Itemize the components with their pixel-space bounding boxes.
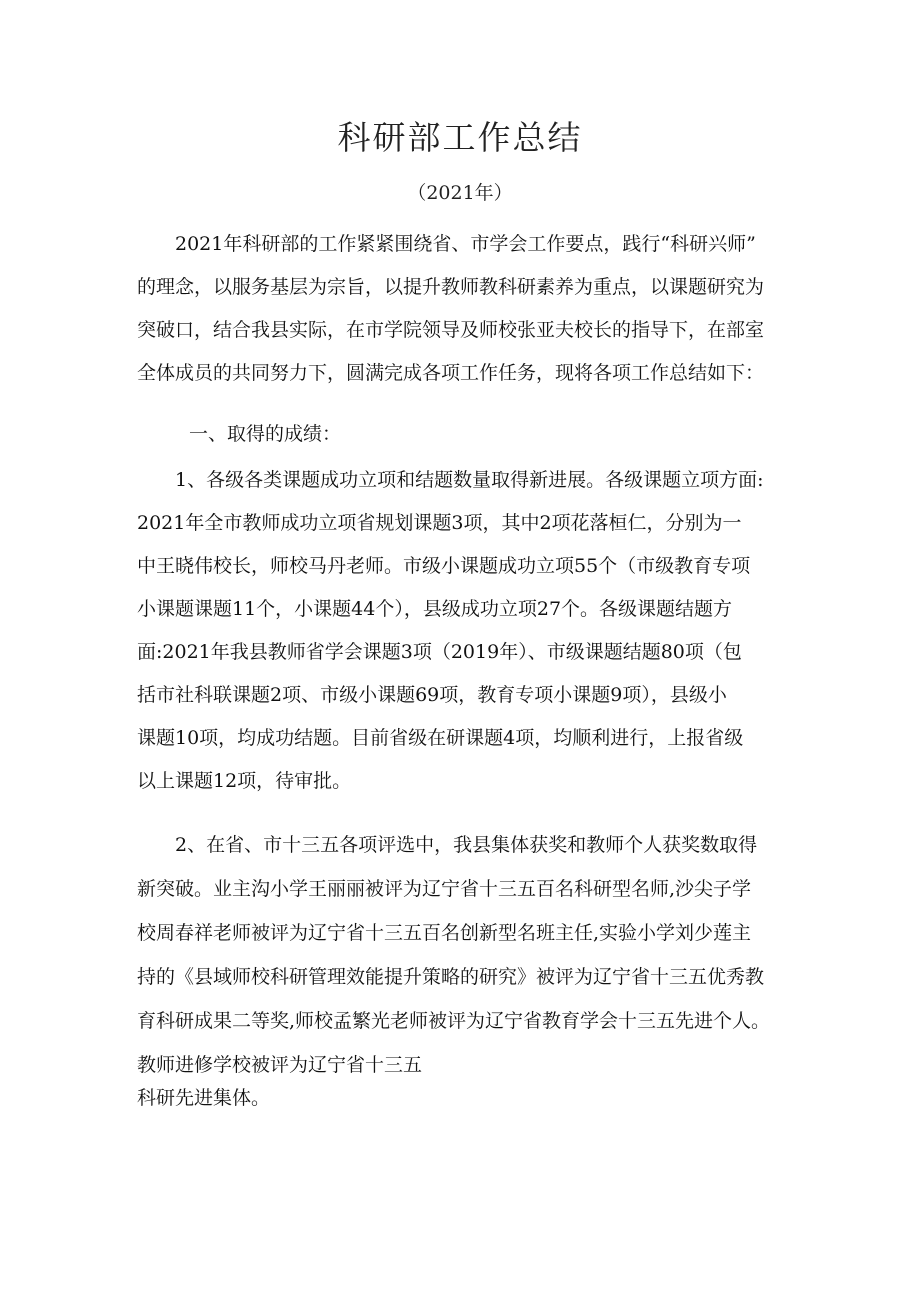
document-year: （2021年） bbox=[407, 182, 513, 204]
body-line: 持的《县域师校科研管理效能提升策略的研究》被评为辽宁省十三五优秀教 bbox=[137, 966, 765, 988]
body-line: 新突破。业主沟小学王丽丽被评为辽宁省十三五百名科研型名师,沙尖子学 bbox=[137, 878, 752, 900]
body-line: 的理念，以服务基层为宗旨，以提升教师教科研素养为重点，以课题研究为 bbox=[137, 276, 765, 298]
section-heading: 一、取得的成绩： bbox=[189, 423, 342, 445]
body-line: 2、在省、市十三五各项评选中，我县集体获奖和教师个人获奖数取得 bbox=[175, 834, 758, 856]
body-line: 2021年科研部的工作紧紧围绕省、市学会工作要点，践行“科研兴师” bbox=[175, 233, 756, 255]
body-line: 小课题课题11个，小课题44个），县级成功立项27个。各级课题结题方 bbox=[137, 598, 733, 620]
body-line: 育科研成果二等奖,师校孟繁光老师被评为辽宁省教育学会十三五先进个人。 bbox=[137, 1010, 771, 1032]
body-line: 1、各级各类课题成功立项和结题数量取得新进展。各级课题立项方面: bbox=[175, 469, 764, 491]
body-line: 校周春祥老师被评为辽宁省十三五百名创新型名班主任,实验小学刘少莲主 bbox=[137, 922, 752, 944]
body-line: 以上课题12项，待审批。 bbox=[137, 770, 352, 792]
body-line: 中王晓伟校长，师校马丹老师。市级小课题成功立项55个（市级教育专项 bbox=[137, 555, 751, 577]
body-line: 括市社科联课题2项、市级小课题69项，教育专项小课题9项），县级小 bbox=[137, 684, 727, 706]
document-title: 科研部工作总结 bbox=[337, 118, 583, 157]
body-line: 全体成员的共同努力下，圆满完成各项工作任务，现将各项工作总结如下： bbox=[137, 362, 765, 384]
body-line: 科研先进集体。 bbox=[137, 1087, 271, 1109]
body-line: 突破口，结合我县实际，在市学院领导及师校张亚夫校长的指导下，在部室 bbox=[137, 319, 765, 341]
body-line: 课题10项，均成功结题。目前省级在研课题4项，均顺利进行，上报省级 bbox=[137, 727, 744, 749]
body-line: 教师进修学校被评为辽宁省十三五 bbox=[137, 1054, 423, 1076]
body-line: 2021年全市教师成功立项省规划课题3项，其中2项花落桓仁，分别为一 bbox=[137, 512, 742, 534]
body-line: 面:2021年我县教师省学会课题3项（2019年）、市级课题结题80项（包 bbox=[137, 641, 742, 663]
